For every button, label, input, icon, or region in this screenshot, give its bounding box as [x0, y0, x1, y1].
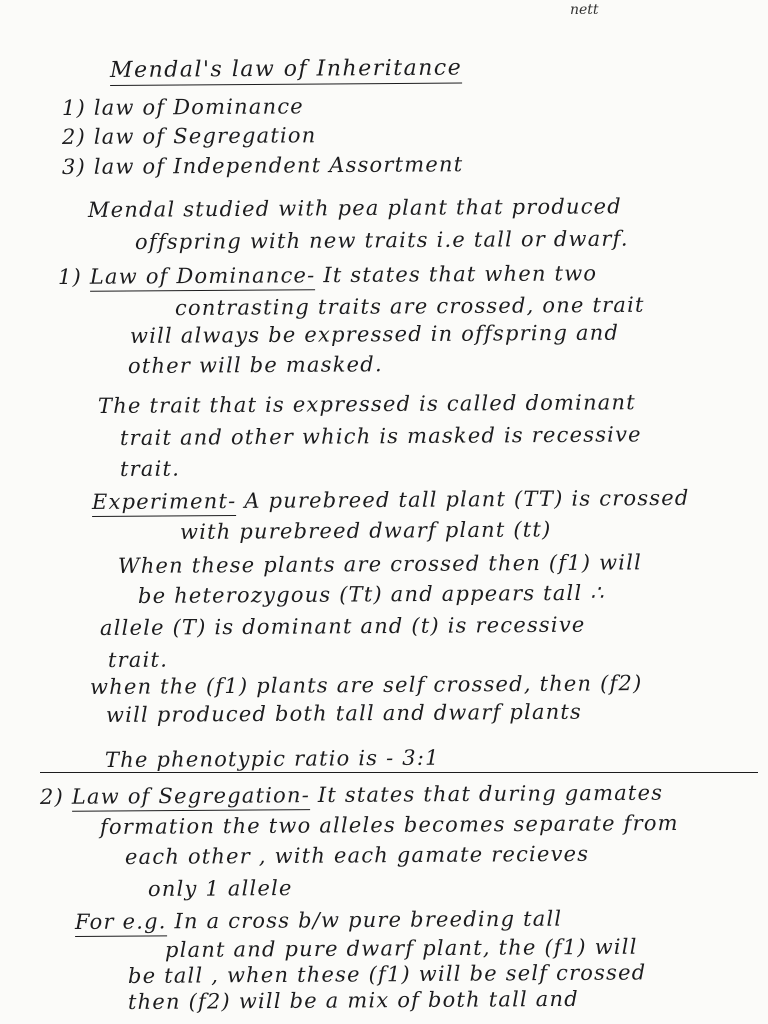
experiment-line: A purebreed tall plant (TT) is crossed — [244, 485, 690, 513]
top-scrawl: nett — [570, 2, 599, 18]
example-first-line — [74, 906, 563, 934]
dominance-line: contrasting traits are crossed, one trait — [174, 292, 645, 320]
dominance-line: other will be masked. — [127, 352, 383, 378]
example-label: For e.g. — [75, 909, 167, 937]
page-title: Mendal's law of Inheritance — [110, 58, 462, 82]
experiment-heading: Experiment- — [92, 489, 237, 517]
segregation-line: each other , with each gamate recieves — [124, 841, 590, 869]
section-number: 1) — [57, 264, 83, 289]
segregation-line: formation the two alleles becomes separate from — [99, 810, 679, 839]
dominance-note-line: trait and other which is masked is recessive — [119, 422, 642, 450]
dominance-line: It states that when two — [323, 261, 598, 288]
dominance-line: will always be expressed in offspring and — [129, 320, 620, 348]
dominance-note-line: trait. — [119, 456, 181, 481]
experiment-line: will produced both tall and dwarf plants — [105, 699, 583, 727]
dominance-note-line: The trait that is expressed is called dominant — [97, 390, 636, 418]
example-line: be tall , when these (f1) will be self crossed — [127, 960, 647, 988]
segregation-heading: Law of Segregation- — [72, 783, 310, 812]
segregation-line: only 1 allele — [147, 875, 293, 901]
segregation-heading-line — [39, 780, 664, 809]
intro-line: offspring with new traits i.e tall or dwarf. — [134, 226, 629, 254]
section-divider — [40, 772, 758, 773]
dominance-heading: Law of Dominance- — [90, 263, 316, 292]
example-line: plant and pure dwarf plant, the (f1) will — [164, 934, 638, 962]
example-line: then (f2) will be a mix of both tall and — [127, 986, 579, 1014]
law-list-item: 1) law of Dominance — [61, 94, 304, 120]
example-line: In a cross b/w pure breeding tall — [174, 906, 563, 934]
phenotypic-ratio: The phenotypic ratio is - 3:1 — [104, 745, 440, 772]
law-list-item: 3) law of Independent Assortment — [61, 152, 464, 179]
experiment-line: trait. — [107, 647, 169, 672]
experiment-line: When these plants are crossed then (f1) will — [117, 550, 643, 578]
section-number: 2) — [39, 784, 65, 809]
intro-line: Mendal studied with pea plant that produced — [87, 194, 622, 222]
experiment-line: allele (T) is dominant and (t) is recessive — [99, 612, 586, 640]
experiment-line: with purebreed dwarf plant (tt) — [179, 517, 552, 544]
experiment-heading-line — [91, 485, 690, 514]
experiment-line: be heterozygous (Tt) and appears tall ∴ — [137, 580, 605, 608]
law-list-item: 2) law of Segregation — [61, 123, 317, 149]
experiment-line: when the (f1) plants are self crossed, then (f2) — [89, 671, 643, 699]
dominance-heading-line — [58, 263, 597, 288]
segregation-line: It states that during gamates — [317, 780, 664, 808]
